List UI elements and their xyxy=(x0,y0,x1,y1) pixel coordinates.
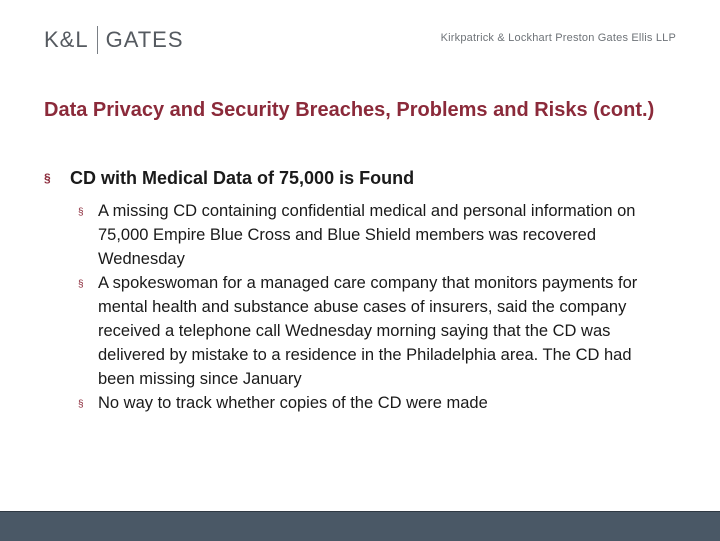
main-point-text: CD with Medical Data of 75,000 is Found xyxy=(70,168,415,188)
sub-bullet-list xyxy=(78,199,658,417)
bullet-icon: § xyxy=(78,279,84,290)
main-bullet xyxy=(44,168,684,189)
bullet-icon: § xyxy=(44,171,51,185)
list-item xyxy=(78,391,658,417)
sub-point-text: No way to track whether copies of the CD were made xyxy=(98,394,488,412)
logo-text-kl: K&L xyxy=(44,27,89,52)
slide-title: Data Privacy and Security Breaches, Problems and Risks (cont.) xyxy=(44,99,655,121)
logo-divider xyxy=(97,26,98,54)
list-item xyxy=(78,271,658,391)
bullet-icon: § xyxy=(78,399,84,410)
firm-logo xyxy=(44,26,184,54)
bullet-icon: § xyxy=(78,207,84,218)
sub-point-text: A missing CD containing confidential medical and personal information on 75,000 Empire Blue Cross and Blue Shield members was recovered Wednesday xyxy=(98,202,636,268)
list-item xyxy=(78,199,658,271)
logo-text-gates: GATES xyxy=(105,27,184,52)
firm-full-name: Kirkpatrick & Lockhart Preston Gates Ellis LLP xyxy=(440,32,676,44)
sub-point-text: A spokeswoman for a managed care company that monitors payments for mental health and substance abuse cases of insurers, said the company received a telephone call Wednesday morning saying that the CD was delivered by mistake to a residence in the Philadelphia area. The CD had been missing since January xyxy=(98,274,638,388)
footer-bar xyxy=(0,511,720,541)
